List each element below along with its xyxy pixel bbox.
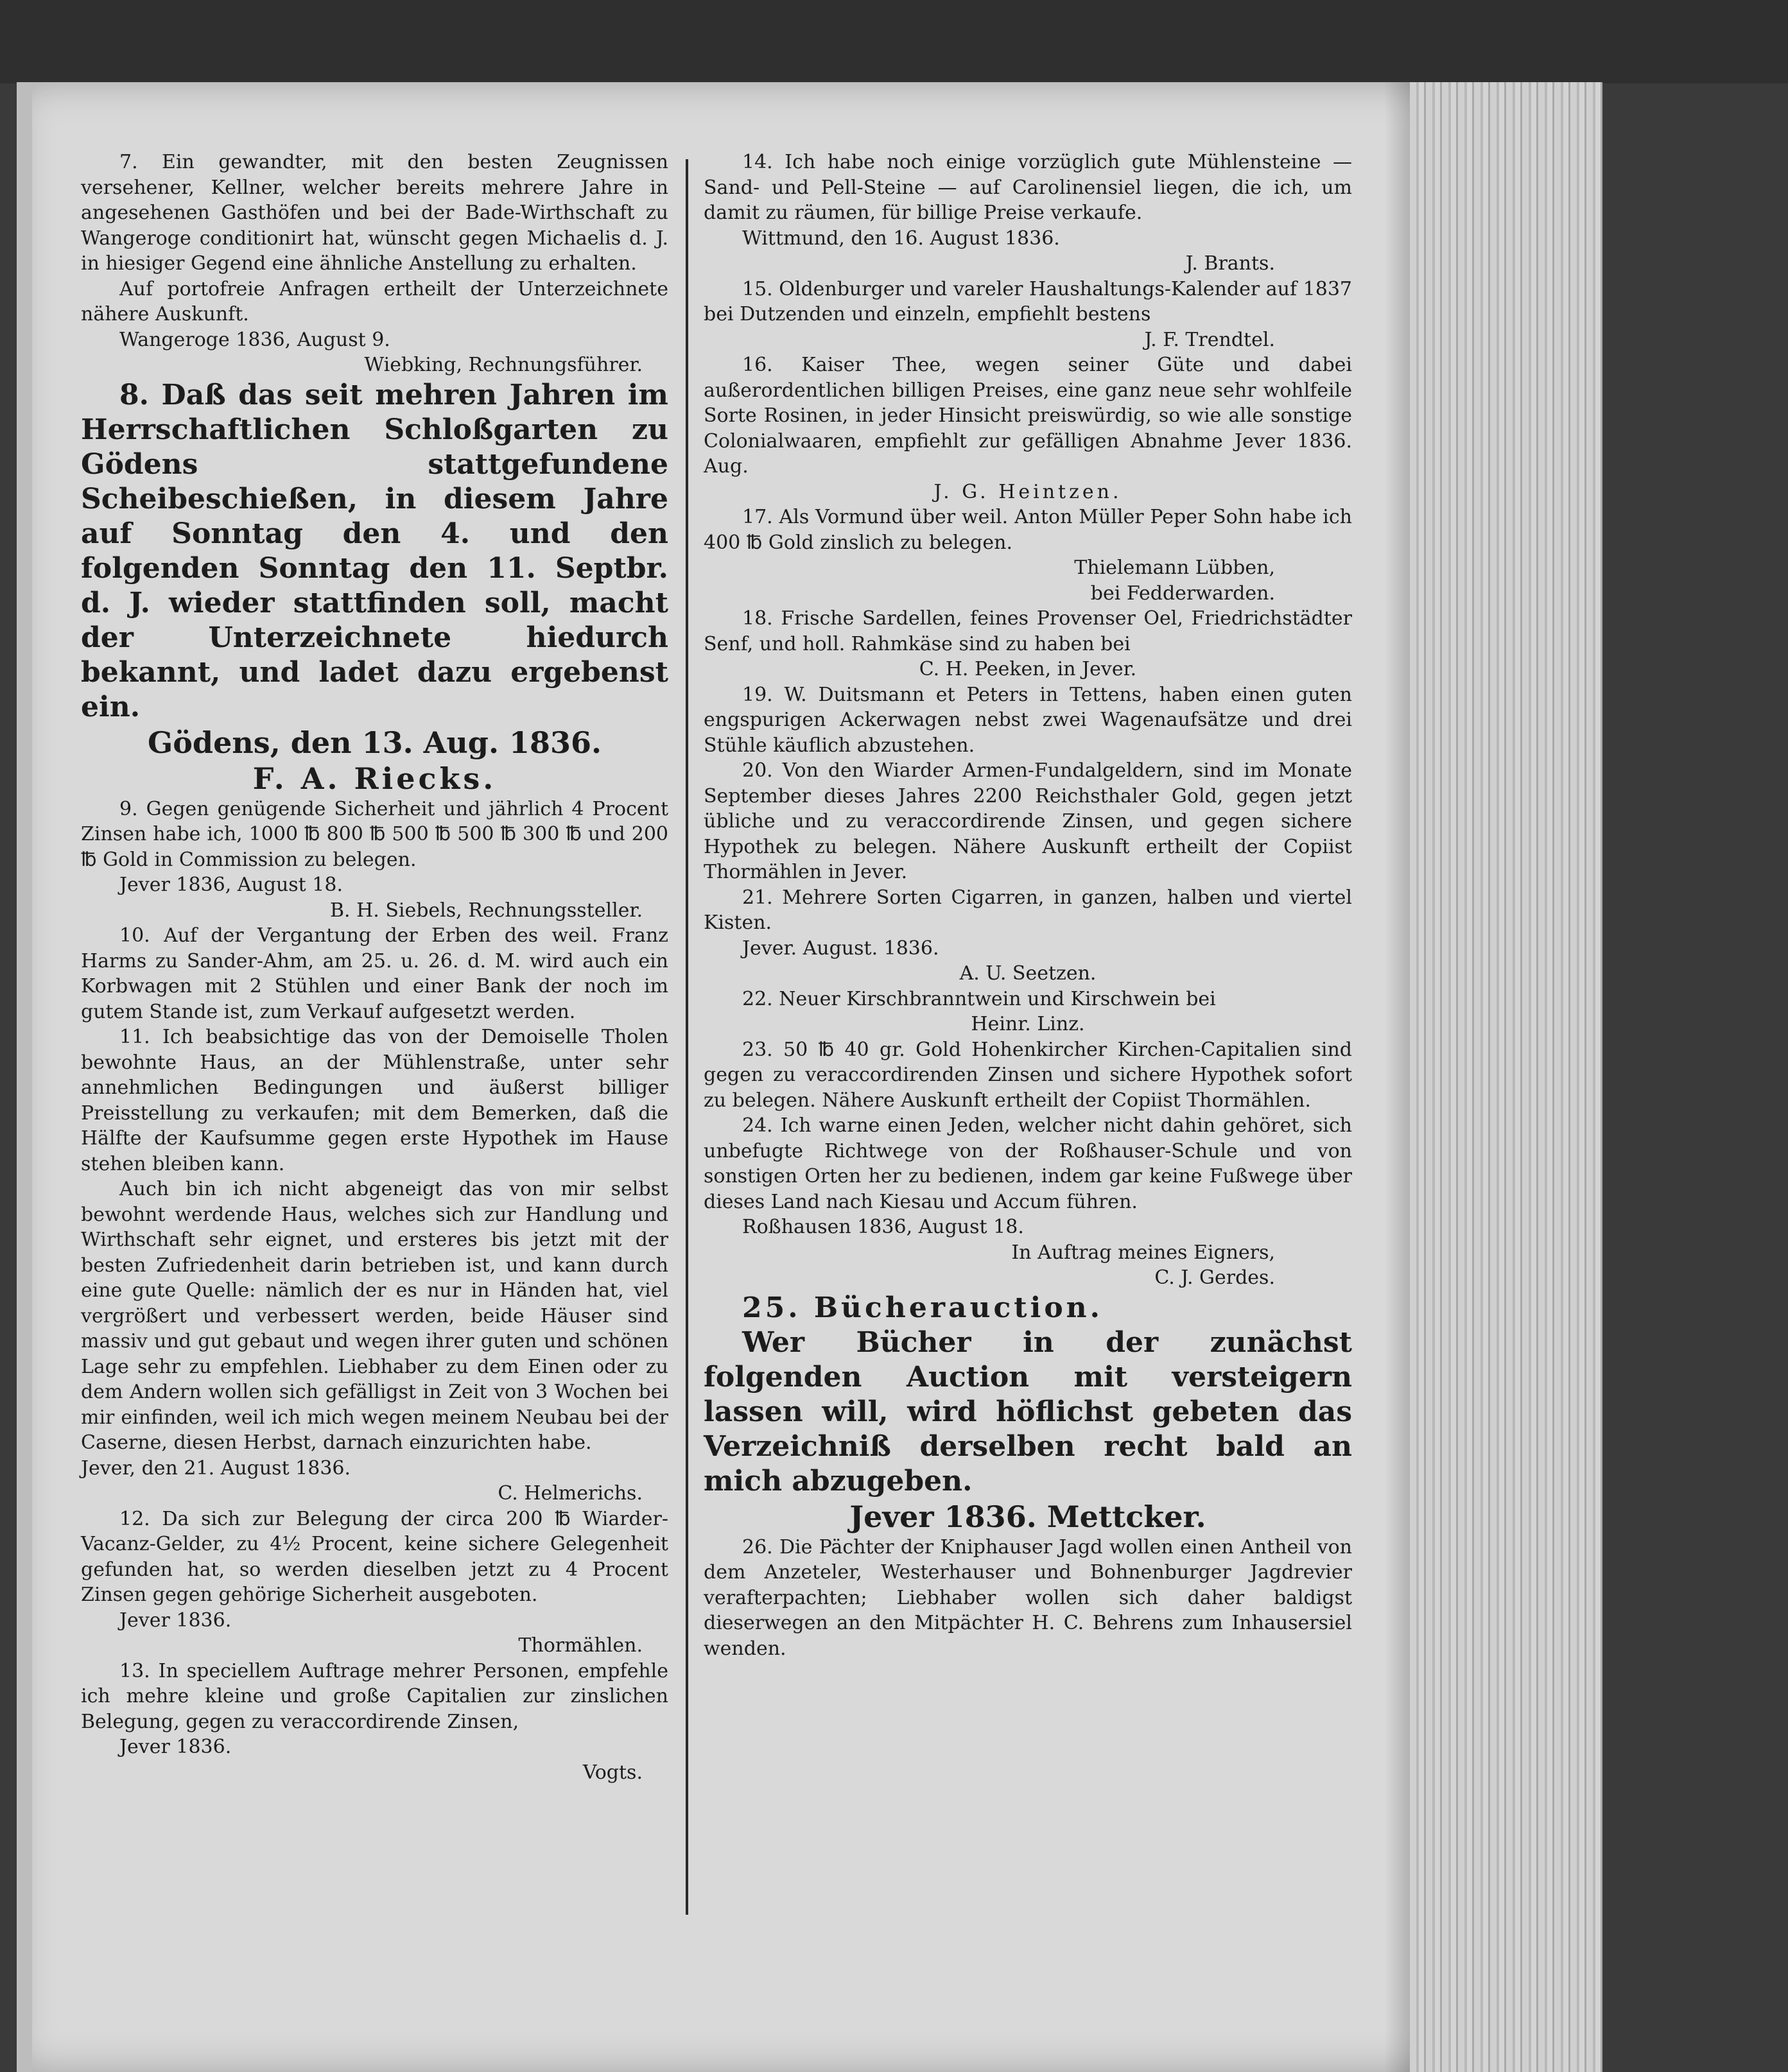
page-stack-shadow xyxy=(1384,82,1410,2072)
notice-paragraph: J. G. Heintzen. xyxy=(933,480,1122,503)
page-gutter xyxy=(17,82,32,2072)
notice-paragraph: 23. 50 ℔ 40 gr. Gold Hohenkircher Kirchen-Capitalien sind gegen zu veraccordirenden Zinsen und sichere Hypothek sofort zu belegen. Nähere Auskunft ertheilt der Copiist Thormählen. xyxy=(704,1038,1352,1112)
notice-paragraph: 21. Mehrere Sorten Cigarren, in ganzen, halben und viertel Kisten. xyxy=(704,886,1352,934)
notice-paragraph: Wer Bücher in der zunächst folgenden Auction mit versteigern lassen will, wird höflichst gebeten das Verzeichniß derselben recht bald an mich abzugeben. xyxy=(704,1325,1352,1498)
notice-paragraph: Gödens, den 13. Aug. 1836. xyxy=(147,725,602,760)
notice-paragraph: In Auftrag meines Eigners, xyxy=(1011,1241,1275,1264)
notice-paragraph: Wangeroge 1836, August 9. xyxy=(119,328,390,351)
notice-paragraph: Roßhausen 1836, August 18. xyxy=(742,1216,1024,1238)
notice-paragraph: Auch bin ich nicht abgeneigt das von mir selbst bewohnt werdende Haus, welches sich zur Handlung und Wirthschaft sehr eignet, und ersteres bis jetzt mit der besten Zufriedenheit darin betrieben ist, und kann durch eine gute Quelle: nämlich der es nur in Händen hat, viel vergrößert und verbessert werden, beide Häuser sind massiv und gut gebaut und wegen ihrer guten und schönen Lage sehr zu empfehlen. Liebhaber zu dem Einen oder zu dem Andern wollen sich gefälligst in Zeit von 3 Wochen bei mir einfinden, weil ich mich wegen meinem Neubau bei der Caserne, diesen Herbst, darnach einzurichten habe. xyxy=(81,1178,668,1454)
notice-paragraph: J. Brants. xyxy=(1185,252,1275,275)
notice-paragraph: 15. Oldenburger und vareler Haushaltungs-Kalender auf 1837 bei Dutzenden und einzeln, empfiehlt bestens xyxy=(704,277,1352,325)
notice-paragraph: 11. Ich beabsichtige das von der Demoiselle Tholen bewohnte Haus, an der Mühlenstraße, unter sehr annehmlichen Bedingungen und äußerst billiger Preisstellung zu verkaufen; mit dem Bemerken, daß die Hälfte der Kaufsumme gegen erste Hypothek im Hause stehen bleiben kann. xyxy=(81,1026,668,1175)
page-stack-edges xyxy=(1410,82,1602,2072)
newspaper-page xyxy=(17,82,1602,2072)
notice-paragraph: 12. Da sich zur Belegung der circa 200 ℔ Wiarder-Vacanz-Gelder, zu 4½ Procent, keine sichere Gelegenheit gefunden hat, so werden dieselben jetzt zu 4 Procent Zinsen gegen gehörige Sicherheit ausgeboten. xyxy=(81,1507,668,1606)
notice-paragraph: A. U. Seetzen. xyxy=(959,962,1097,985)
notice-paragraph: 10. Auf der Vergantung der Erben des weil. Franz Harms zu Sander-Ahm, am 25. u. 26. d. M. wird auch ein Korbwagen mit 2 Stühlen und einer Bank der noch im gutem Stande ist, zum Verkauf aufgesetzt werden. xyxy=(81,924,668,1023)
notice-paragraph: Jever 1836. xyxy=(119,1736,232,1758)
notice-paragraph: Jever 1836. Mettcker. xyxy=(849,1499,1206,1534)
notice-paragraph: J. F. Trendtel. xyxy=(1144,328,1275,351)
notice-paragraph: 22. Neuer Kirschbranntwein und Kirschwein bei xyxy=(742,987,1216,1010)
notice-paragraph: 20. Von den Wiarder Armen-Fundalgeldern, sind im Monate September dieses Jahres 2200 Reichsthaler Gold, gegen jetzt übliche und zu veraccordirende Zinsen, und gegen sichere Hypothek zu belegen. Nähere Auskunft ertheilt der Copiist Thormählen in Jever. xyxy=(704,759,1352,883)
notice-paragraph: C. Helmerichs. xyxy=(498,1482,643,1505)
notice-paragraph: 19. W. Duitsmann et Peters in Tettens, haben einen guten engspurigen Ackerwagen nebst zwei Wagenaufsätze und drei Stühle käuflich abzustehen. xyxy=(704,683,1352,757)
notice-paragraph: 13. In speciellem Auftrage mehrer Personen, empfehle ich mehre kleine und große Capitalien zur zinslichen Belegung, gegen zu veraccordirende Zinsen, xyxy=(81,1659,668,1733)
notice-paragraph: 16. Kaiser Thee, wegen seiner Güte und dabei außerordentlichen billigen Preises, eine ganz neue sehr wohlfeile Sorte Rosinen, in jeder Hinsicht preiswürdig, so wie alle sonstige Colonialwaaren, empfiehlt zur gefälligen Abnahme Jever 1836. Aug. xyxy=(704,354,1352,478)
notice-paragraph: Auf portofreie Anfragen ertheilt der Unterzeichnete nähere Auskunft. xyxy=(81,277,668,325)
notice-paragraph: Vogts. xyxy=(582,1761,643,1784)
column-divider xyxy=(686,159,688,1915)
notice-paragraph: Jever. August. 1836. xyxy=(742,937,939,960)
left-column xyxy=(81,150,668,1785)
notice-paragraph: 24. Ich warne einen Jeden, welcher nicht dahin gehöret, sich unbefugte Richtwege von der Roßhauser-Schule und von sonstigen Orten her zu bedienen, indem gar keine Fußwege über dieses Land nach Kiesau und Accum führen. xyxy=(704,1114,1352,1213)
notice-paragraph: F. A. Riecks. xyxy=(252,761,497,796)
notice-paragraph: Thielemann Lübben, xyxy=(1074,557,1275,579)
notice-paragraph: 8. Daß das seit mehren Jahren im Herrschaftlichen Schloßgarten zu Gödens stattgefundene Scheibeschießen, in diesem Jahre auf Sonntag den 4. und den folgenden Sonntag den 11. Septbr. d. J. wieder stattfinden soll, macht der Unterzeichnete hiedurch bekannt, und ladet dazu ergebenst ein. xyxy=(81,378,668,723)
notice-paragraph: Jever, den 21. August 1836. xyxy=(81,1456,351,1480)
notice-paragraph: Wittmund, den 16. August 1836. xyxy=(742,227,1060,250)
notice-paragraph: Wiebking, Rechnungsführer. xyxy=(364,354,643,376)
notice-paragraph: C. H. Peeken, in Jever. xyxy=(919,658,1137,680)
background-dark xyxy=(0,0,1788,83)
notice-paragraph: C. J. Gerdes. xyxy=(1154,1266,1275,1289)
notice-paragraph: 9. Gegen genügende Sicherheit und jährlich 4 Procent Zinsen habe ich, 1000 ℔ 800 ℔ 500 ℔ 500 ℔ 300 ℔ und 200 ℔ Gold in Commission zu belegen. xyxy=(81,797,668,871)
notice-paragraph: bei Fedderwarden. xyxy=(1090,582,1275,605)
notice-paragraph: 7. Ein gewandter, mit den besten Zeugnissen versehener, Kellner, welcher bereits mehrere Jahre in angesehenen Gasthöfen und bei der Bade-Wirthschaft zu Wangeroge conditionirt hat, wünscht gegen Michaelis d. J. in hiesiger Gegend eine ähnliche Anstellung zu erhalten. xyxy=(81,151,668,275)
notice-paragraph: Jever 1836, August 18. xyxy=(119,874,343,896)
notice-paragraph: Heinr. Linz. xyxy=(971,1013,1085,1035)
notice-paragraph: 17. Als Vormund über weil. Anton Müller Peper Sohn habe ich 400 ℔ Gold zinslich zu belegen. xyxy=(704,506,1352,554)
notice-paragraph: Jever 1836. xyxy=(119,1609,232,1632)
notice-paragraph: 25. Bücherauction. xyxy=(742,1291,1103,1324)
notice-paragraph: 14. Ich habe noch einige vorzüglich gute Mühlensteine — Sand- und Pell-Steine — auf Carolinensiel liegen, die ich, um damit zu räumen, für billige Preise verkaufe. xyxy=(704,151,1352,224)
notice-paragraph: 18. Frische Sardellen, feines Provenser Oel, Friedrichstädter Senf, und holl. Rahmkäse sind zu haben bei xyxy=(704,607,1352,655)
notice-paragraph: Thormählen. xyxy=(518,1634,643,1657)
notice-paragraph: B. H. Siebels, Rechnungssteller. xyxy=(329,899,643,922)
right-column xyxy=(704,150,1352,1661)
notice-paragraph: 26. Die Pächter der Kniphauser Jagd wollen einen Antheil von dem Anzeteler, Westerhauser und Bohnenburger Jagdrevier verafterpachten; Liebhaber wollen sich daher baldigst dieserwegen an den Mitpächter H. C. Behrens zum Inhausersiel wenden. xyxy=(704,1535,1352,1660)
